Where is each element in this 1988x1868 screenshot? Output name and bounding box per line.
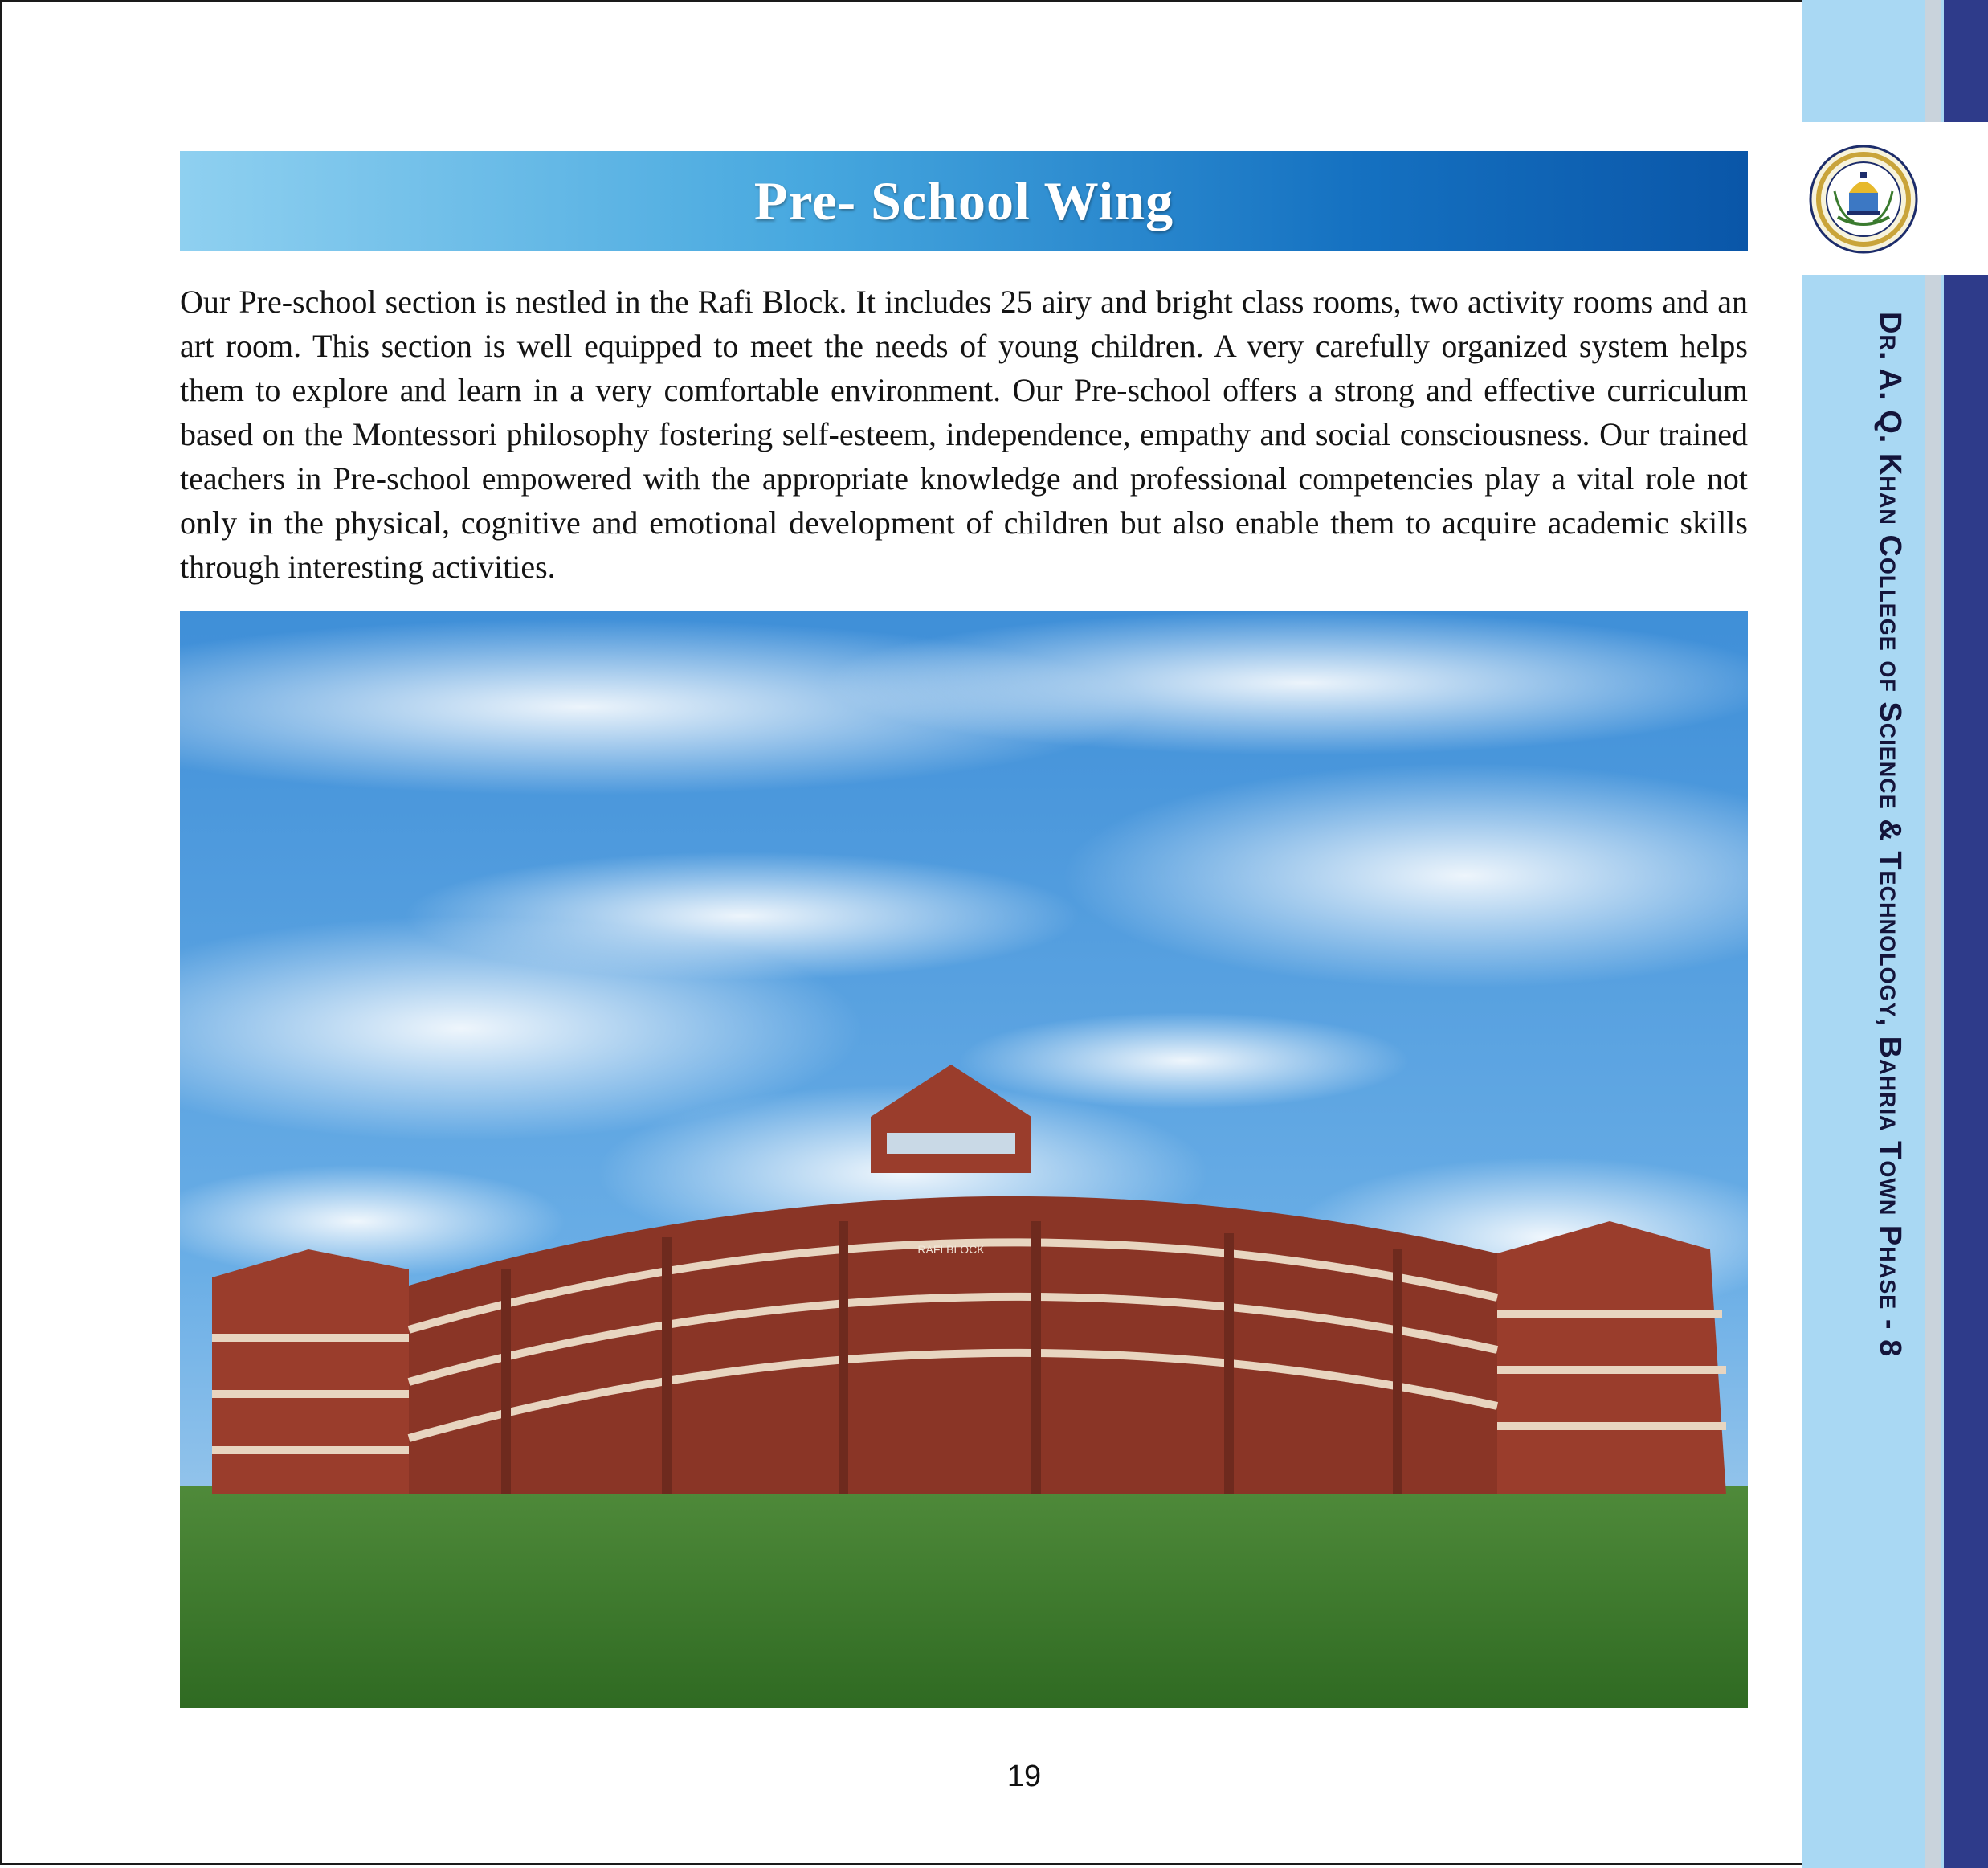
page-title: Pre- School Wing [753, 170, 1174, 231]
header-banner [180, 151, 1748, 251]
rafi-block-illustration [180, 611, 1748, 1708]
side-strip-gray [1925, 0, 1941, 1868]
building-sign: RAFI BLOCK [917, 1243, 985, 1256]
college-seal-icon [1807, 143, 1920, 255]
page-number: 19 [1006, 1760, 1042, 1793]
body-paragraph: Our Pre-school section is nestled in the Rafi Block. It includes 25 airy and bright class rooms, two activity rooms and an art room. This section is well equipped to meet the needs of young children. A very carefully organized system helps them to explore and learn in a very comfortable environment. Our Pre-school offers a strong and effective curriculum based on the Montessori philosophy fostering self-esteem, independence, empathy and social consciousness. Our trained teachers in Pre-school empowered with the appropriate knowledge and professional competencies play a vital role not only in the physical, cognitive and emotional development of children but also enable them to acquire academic skills through interesting activities. [180, 284, 1748, 585]
side-strip-dark [1944, 0, 1988, 1868]
college-name-vertical: Dr. A. Q. Khan College of Science & Technology, Bahria Town Phase - 8 [1873, 312, 1907, 1358]
building-photo [180, 611, 1748, 1708]
